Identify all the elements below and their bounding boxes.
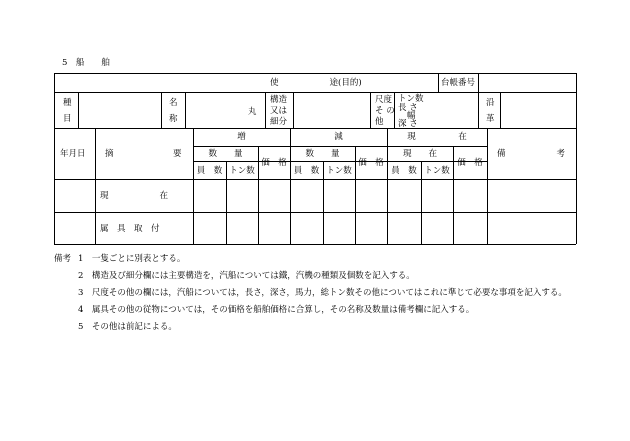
remarks-header: 備 考 bbox=[497, 149, 566, 159]
notes-label: 備考 bbox=[54, 254, 72, 264]
name-label-top: 名 bbox=[169, 98, 178, 108]
ledger-number-field[interactable] bbox=[479, 74, 575, 91]
increase-price-header: 価 格 bbox=[261, 158, 287, 168]
kind-field[interactable] bbox=[79, 93, 160, 127]
increase-tons-header: トン数 bbox=[229, 166, 255, 176]
dims-label-1: 尺度 bbox=[375, 95, 393, 105]
section-title: 5 船 舶 bbox=[62, 58, 110, 68]
current-price-header: 価 格 bbox=[457, 158, 483, 168]
structure-label-1: 構造 bbox=[270, 95, 288, 105]
note-item-1: 1 一隻ごとに別表とする。 bbox=[78, 254, 186, 264]
note-item-3: 3 尺度その他の欄には，汽船については，長さ，深さ，馬力，総トン数その他についてはこれに準じて必要な事項を記入する。 bbox=[78, 288, 567, 298]
increase-header: 増 bbox=[237, 132, 246, 142]
kind-label-top: 種 bbox=[63, 98, 72, 108]
width-label: 幅 bbox=[407, 111, 416, 121]
current-quantity-header: 現 在 bbox=[402, 149, 437, 159]
date-header: 年月日 bbox=[60, 149, 86, 159]
note-item-2: 2 構造及び細分欄には主要構造を，汽船については鐵，汽機の種類及個数を記入する。 bbox=[78, 271, 415, 281]
maru-suffix: 丸 bbox=[248, 107, 257, 117]
history-label-top: 沿 bbox=[486, 98, 495, 108]
dims-label-3: 他 bbox=[375, 117, 384, 127]
decrease-quantity-header: 数 量 bbox=[305, 149, 340, 159]
current-count-header: 員 数 bbox=[391, 166, 417, 176]
name-label-bottom: 称 bbox=[169, 114, 178, 124]
decrease-tons-header: トン数 bbox=[326, 166, 352, 176]
increase-count-header: 員 数 bbox=[196, 166, 223, 176]
kind-label-bottom: 目 bbox=[63, 114, 72, 124]
current-tons-header: トン数 bbox=[424, 166, 450, 176]
note-item-5: 5 その他は前記による。 bbox=[78, 322, 177, 332]
tonnage-label: トン数 bbox=[398, 94, 424, 104]
ledger-number-label: 台帳番号 bbox=[440, 78, 475, 88]
decrease-count-header: 員 数 bbox=[293, 166, 320, 176]
note-item-4: 4 属具その他の従物については，その価格を船舶価格に合算し，その名称及数量は備考欄に記入する。 bbox=[78, 305, 475, 315]
summary-header: 摘 要 bbox=[105, 149, 182, 159]
decrease-price-header: 価 格 bbox=[358, 158, 384, 168]
dims-label-2: そ の bbox=[375, 106, 395, 116]
current-header: 現 在 bbox=[407, 132, 467, 142]
structure-label-2: 又は bbox=[270, 106, 288, 116]
structure-label-3: 細分 bbox=[270, 117, 288, 127]
length-label: 長 さ bbox=[398, 103, 418, 113]
usage-label: 使 途(目的) bbox=[270, 78, 362, 88]
history-label-bottom: 革 bbox=[486, 114, 495, 124]
row-current-label: 現 在 bbox=[100, 191, 169, 201]
increase-quantity-header: 数 量 bbox=[208, 149, 243, 159]
decrease-header: 減 bbox=[334, 132, 343, 142]
depth-label: 深 さ bbox=[398, 119, 418, 129]
row-attached-label: 属 具 取 付 bbox=[100, 224, 160, 234]
